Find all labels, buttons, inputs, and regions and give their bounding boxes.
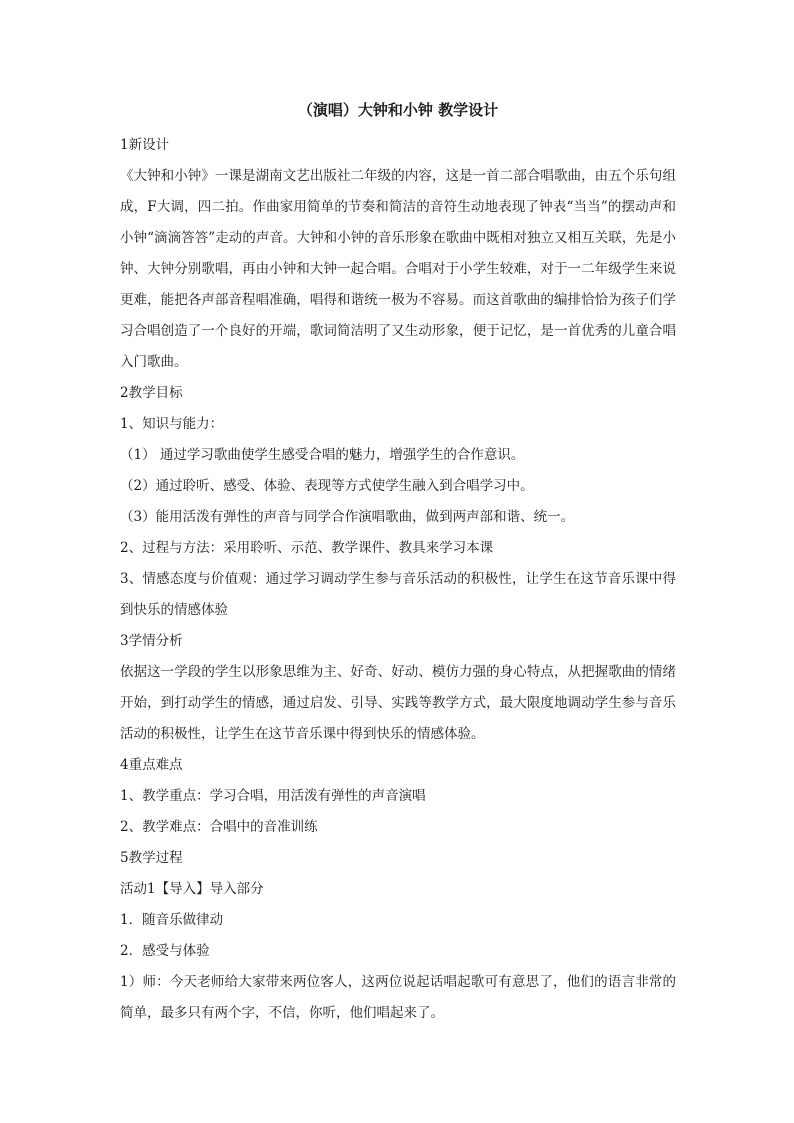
step-2: 2．感受与体验 [120,943,210,959]
activity-1-heading: 活动1【导入】导入部分 [120,881,264,897]
section-heading-teaching-goals: 2教学目标 [120,385,183,401]
goal-emotion-attitude: 3、情感态度与价值观：通过学习调动学生参与音乐活动的积极性，让学生在这节音乐课中得到快乐的情感体验 [120,571,676,618]
difficult-point: 2、教学难点：合唱中的音准训练 [120,819,318,835]
key-point: 1、教学重点：学习合唱，用活泼有弹性的声音演唱 [120,788,426,804]
paragraph-student-analysis: 依据这一学段的学生以形象思维为主、好奇、好动、模仿力强的身心特点，从把握歌曲的情绪开始，到打动学生的情感，通过启发、引导、实践等教学方式，最大限度地调动学生参与音乐活动的积极性，让学生在这节音乐课中得到快乐的情感体验。 [120,664,676,742]
section-heading-student-analysis: 3学情分析 [120,633,183,649]
goal-knowledge-heading: 1、知识与能力： [120,416,224,432]
paragraph-new-design: 《大钟和小钟》一课是湖南文艺出版社二年级的内容，这是一首二部合唱歌曲，由五个乐句组成，F大调，四二拍。作曲家用简单的节奏和简洁的音符生动地表现了钟表“当当”的摆动声和小钟“滴滴答答”走动的声音。大钟和小钟的音乐形象在歌曲中既相对独立又相互关联，先是小钟、大钟分别歌唱，再由小钟和大钟一起合唱。合唱对于小学生较难，对于一二年级学生来说更难，能把各声部音程唱准确，唱得和谐统一极为不容易。而这首歌曲的编排恰恰为孩子们学习合唱创造了一个良好的开端，歌词简洁明了又生动形象，便于记忆，是一首优秀的儿童合唱入门歌曲。 [120,168,676,370]
goal-knowledge-item-1: （1） 通过学习歌曲使学生感受合唱的魅力，增强学生的合作意识。 [120,447,525,463]
document-title: （演唱）大钟和小钟 教学设计 [297,101,499,119]
goal-knowledge-item-3: （3）能用活泼有弹性的声音与同学合作演唱歌曲，做到两声部和谐、统一。 [120,509,575,525]
document-page [120,100,676,1029]
step-2-item-1: 1）师：今天老师给大家带来两位客人，这两位说起话唱起歌可有意思了，他们的语言非常的简单，最多只有两个字，不信，你听，他们唱起来了。 [120,974,676,1021]
goal-process-method: 2、过程与方法：采用聆听、示范、教学课件、教具来学习本课 [120,540,494,556]
step-1: 1．随音乐做律动 [120,912,224,928]
section-heading-teaching-process: 5教学过程 [120,850,183,866]
section-heading-key-difficult: 4重点难点 [120,757,183,773]
section-heading-new-design: 1新设计 [120,137,170,153]
goal-knowledge-item-2: （2）通过聆听、感受、体验、表现等方式使学生融入到合唱学习中。 [120,478,534,494]
